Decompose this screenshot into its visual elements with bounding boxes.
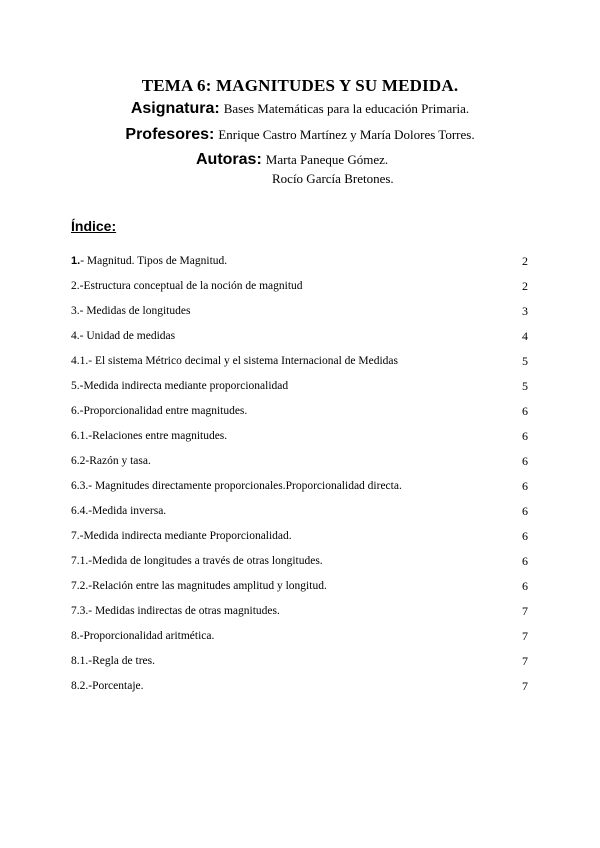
toc-entry-number: 1. — [71, 255, 81, 267]
toc-entry-page: 7 — [522, 654, 528, 668]
toc-entry-page: 6 — [522, 529, 528, 543]
toc-entry-page: 6 — [522, 454, 528, 468]
toc-entry[interactable] — [71, 629, 528, 654]
toc-entry-text: 7.-Medida indirecta mediante Proporcionalidad. — [71, 530, 292, 542]
toc-entry-text: 8.1.-Regla de tres. — [71, 655, 155, 667]
toc-entry[interactable] — [71, 304, 528, 329]
subject-value: Bases Matemáticas para la educación Primaria. — [223, 101, 470, 116]
toc-entry-page: 6 — [522, 579, 528, 593]
toc-entry-page: 5 — [522, 379, 528, 393]
toc-entry[interactable] — [71, 254, 528, 279]
toc-entry[interactable] — [71, 504, 528, 529]
toc-entry[interactable] — [71, 654, 528, 679]
toc-entry-page: 3 — [522, 304, 528, 318]
toc-entry[interactable] — [71, 404, 528, 429]
toc-entry-text: 4.1.- El sistema Métrico decimal y el sistema Internacional de Medidas — [71, 355, 399, 367]
toc-entry[interactable] — [71, 454, 528, 479]
toc-entry-text: 8.-Proporcionalidad aritmética. — [71, 630, 215, 642]
professors-line — [0, 126, 600, 144]
toc-entry-text: 7.1.-Medida de longitudes a través de otras longitudes. — [71, 555, 323, 567]
toc-entry-text: 6.3.- Magnitudes directamente proporcionales.Proporcionalidad directa. — [71, 480, 402, 492]
toc-entry-page: 6 — [522, 504, 528, 518]
toc-entry-text — [71, 254, 227, 268]
author-1: Marta Paneque Gómez. — [265, 152, 389, 167]
toc-entry[interactable] — [71, 329, 528, 354]
professors-value: Enrique Castro Martínez y María Dolores Torres. — [218, 127, 475, 142]
toc-entry-page: 6 — [522, 479, 528, 493]
toc-entry-text: 2.-Estructura conceptual de la noción de magnitud — [71, 280, 303, 292]
toc-entry-text: 5.-Medida indirecta mediante proporcionalidad — [71, 380, 289, 392]
toc-entry[interactable] — [71, 279, 528, 304]
toc-entry[interactable] — [71, 354, 528, 379]
toc-entry-page: 7 — [522, 629, 528, 643]
toc-entry-page: 5 — [522, 354, 528, 368]
toc-entry-page: 7 — [522, 679, 528, 693]
toc-entry-text: 8.2.-Porcentaje. — [71, 680, 144, 692]
toc-entry-title: - Magnitud. Tipos de Magnitud. — [80, 255, 228, 267]
toc-entry[interactable] — [71, 579, 528, 604]
table-of-contents — [71, 254, 528, 704]
toc-entry-page: 6 — [522, 554, 528, 568]
professors-label: Profesores: — [125, 126, 215, 143]
toc-entry[interactable] — [71, 429, 528, 454]
authors-label: Autoras: — [196, 151, 262, 168]
toc-entry-text: 4.- Unidad de medidas — [71, 330, 176, 342]
toc-entry-text: 6.4.-Medida inversa. — [71, 505, 167, 517]
toc-entry-page: 6 — [522, 404, 528, 418]
toc-entry-page: 7 — [522, 604, 528, 618]
toc-entry[interactable] — [71, 604, 528, 629]
toc-entry-text: 6.-Proporcionalidad entre magnitudes. — [71, 405, 248, 417]
subject-label: Asignatura: — [130, 100, 220, 117]
toc-entry[interactable] — [71, 554, 528, 579]
toc-entry[interactable] — [71, 379, 528, 404]
toc-entry-text: 7.3.- Medidas indirectas de otras magnitudes. — [71, 605, 280, 617]
toc-entry-page: 2 — [522, 279, 528, 293]
toc-entry[interactable] — [71, 679, 528, 704]
page-title: TEMA 6: MAGNITUDES Y SU MEDIDA. — [141, 76, 459, 95]
toc-entry-page: 4 — [522, 329, 528, 343]
toc-entry[interactable] — [71, 479, 528, 504]
toc-entry-text: 6.1.-Relaciones entre magnitudes. — [71, 430, 228, 442]
toc-entry-text: 6.2-Razón y tasa. — [71, 455, 151, 467]
toc-entry[interactable] — [71, 529, 528, 554]
toc-entry-text: 3.- Medidas de longitudes — [71, 305, 191, 317]
toc-entry-page: 2 — [522, 254, 528, 268]
author-2: Rocío García Bretones. — [272, 171, 394, 186]
toc-entry-page: 6 — [522, 429, 528, 443]
authors-line — [196, 151, 388, 169]
toc-entry-text: 7.2.-Relación entre las magnitudes amplitud y longitud. — [71, 580, 327, 592]
subject-line — [0, 100, 600, 118]
toc-heading: Índice: — [71, 218, 117, 234]
